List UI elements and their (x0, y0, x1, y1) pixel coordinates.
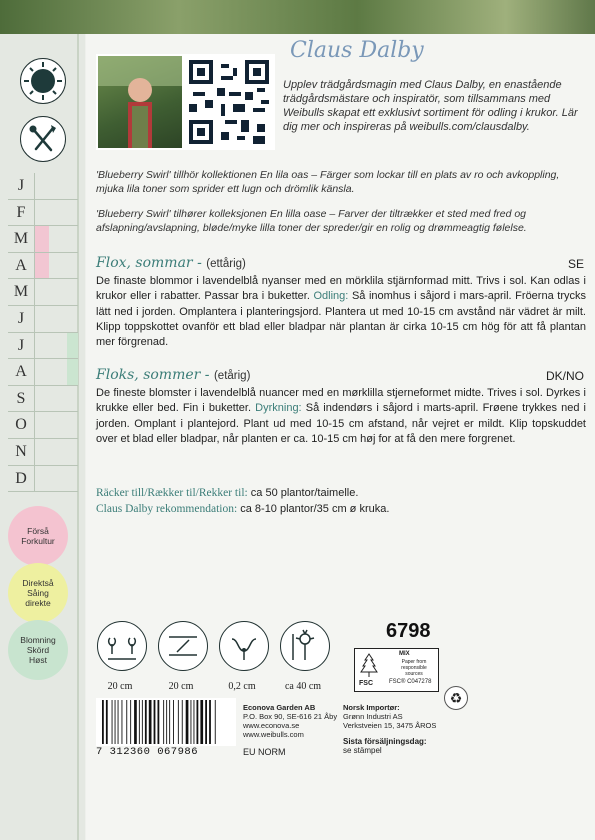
title-se: Flox, sommar - (96, 255, 202, 271)
barcode-bar (186, 700, 189, 744)
recommendation-line (96, 502, 586, 517)
importer-name: Grønn Industri AS (343, 712, 403, 721)
company-web-1: www.econova.se (243, 721, 300, 730)
calendar-direct-cell (51, 279, 65, 305)
sales-date-label: Sista försäljningsdag: (343, 737, 427, 746)
recommendation-value: ca 8-10 plantor/35 cm ø kruka. (240, 503, 390, 515)
badge-line: Förså (27, 526, 49, 536)
badge-line: Skörd (26, 645, 50, 655)
calendar-month-row (8, 333, 78, 360)
calendar-month-letter: A (8, 359, 35, 385)
barcode-bar (112, 700, 113, 744)
barcode-bar (142, 700, 143, 744)
heading-se (96, 255, 584, 271)
calendar-bloom-cell (67, 306, 78, 332)
qr-code[interactable] (183, 54, 275, 150)
collection-text-se: 'Blueberry Swirl' tillhör kollektionen En lila oas – Färger som lockar till en plats av ro och avkoppling, mjuka lila toner som sprider ett lugn och drömlik känsla. (96, 169, 560, 195)
calendar-month-row (8, 439, 78, 466)
barcode-bar (149, 700, 152, 744)
sowing-calendar (8, 173, 78, 492)
calendar-direct-cell (51, 466, 65, 492)
calendar-month-letter: O (8, 412, 35, 438)
calendar-indoor-cell (35, 386, 49, 412)
calendar-month-row (8, 173, 78, 200)
calendar-month-letter: J (8, 306, 35, 332)
badge-sow-direct (8, 563, 68, 623)
fsc-line2: responsible sources (401, 665, 427, 677)
title-dk: Floks, sommer - (96, 367, 210, 383)
calendar-bloom-cell (67, 412, 78, 438)
barcode-bar (173, 700, 174, 744)
barcode-bar (154, 700, 156, 744)
calendar-indoor-cell (35, 359, 49, 385)
barcode-bar (205, 700, 207, 744)
fsc-logo-text: FSC (359, 680, 373, 687)
barcode-bar (126, 700, 127, 744)
plant-spacing-value: 20 cm (107, 681, 133, 692)
calendar-month-letter: D (8, 466, 35, 492)
calendar-month-row (8, 412, 78, 439)
calendar-direct-cell (51, 173, 65, 199)
barcode-bar (194, 700, 195, 744)
sowing-depth-value: 0,2 cm (228, 681, 256, 692)
calendar-indoor-cell (35, 439, 49, 465)
garden-tools-icon (20, 116, 66, 162)
calendar-month-row (8, 279, 78, 306)
barcode-bar (215, 700, 216, 744)
calendar-bloom-cell (67, 333, 78, 359)
calendar-indoor-cell (35, 226, 49, 252)
barcode-bar (163, 700, 164, 744)
calendar-direct-cell (51, 386, 65, 412)
calendar-direct-cell (51, 200, 65, 226)
signature: Claus Dalby (290, 38, 424, 63)
badge-line: Høst (29, 655, 47, 665)
row-spacing-icon (158, 621, 208, 671)
calendar-bloom-cell (67, 439, 78, 465)
calendar-indoor-cell (35, 466, 49, 492)
plant-spacing-icon (97, 621, 147, 671)
calendar-bloom-cell (67, 200, 78, 226)
importer-label: Norsk Importør: (343, 703, 400, 712)
collection-text-dk-no: 'Blueberry Swirl' tilhører kolleksjonen En lilla oase – Farver der tiltrækker et sted med fred og afslapning/avslapning, bløde/myke lilla toner der spreder/gir en rolig og drømmeagtig følelse. (96, 208, 527, 234)
fsc-code: FSC® C047278 (389, 679, 432, 685)
sales-date-value: se stämpel (343, 746, 382, 755)
description-dk-text: De fineste blomster i lavendelblå nuancer med en mørklilla stjerneformet midte. Trives i sol. Dyrkes i krukke eller bed. Fin i buketter. (96, 387, 586, 415)
importer-address: Verkstveien 15, 3475 ÅROS (343, 721, 437, 730)
calendar-month-letter: F (8, 200, 35, 226)
calendar-month-letter: M (8, 279, 35, 305)
calendar-direct-cell (51, 333, 65, 359)
calendar-month-row (8, 226, 78, 253)
barcode-bar (130, 700, 131, 744)
heading-dk (96, 367, 584, 383)
calendar-month-row (8, 253, 78, 280)
gardener-photo (96, 54, 184, 150)
calendar-direct-cell (51, 439, 65, 465)
sun-icon (20, 58, 66, 104)
barcode-bar (166, 700, 167, 744)
header-band (0, 0, 595, 34)
fsc-paper (393, 659, 435, 677)
calendar-month-row (8, 386, 78, 413)
badge-sow-indoors (8, 506, 68, 566)
barcode-bar (182, 700, 183, 744)
calendar-direct-cell (51, 226, 65, 252)
calendar-bloom-cell (67, 279, 78, 305)
cultivation-label-se: Odling: (313, 290, 349, 303)
barcode-bar (197, 700, 199, 744)
fsc-label (354, 648, 439, 692)
barcode-bar (209, 700, 211, 744)
yield-line (96, 486, 586, 501)
barcode-bar (169, 700, 170, 744)
barcode-bar (115, 700, 116, 744)
fsc-line1: Paper from (401, 659, 427, 665)
calendar-month-row (8, 466, 78, 493)
barcode-number: 7 312360 067986 (96, 746, 199, 758)
calendar-bloom-cell (67, 359, 78, 385)
barcode-bar (145, 700, 147, 744)
calendar-indoor-cell (35, 306, 49, 332)
badge-line: Såing (27, 588, 49, 598)
intro-text: Upplev trädgårdsmagin med Claus Dalby, en enastående trädgårdsmästare och inspiratör, som tillsammans med Weibulls skapat ett exklusivt sortiment för odling i krukor. Lär dig mer och inspireras på weibulls.com/clausdalby. (283, 79, 578, 133)
article-number: 6798 (386, 620, 431, 642)
calendar-month-row (8, 306, 78, 333)
calendar-month-letter: N (8, 439, 35, 465)
yield-value: ca 50 plantor/taimelle. (250, 487, 359, 499)
eu-norm: EU NORM (243, 747, 286, 757)
plant-height-icon (280, 621, 330, 671)
calendar-month-letter: J (8, 333, 35, 359)
recommendation-label: Claus Dalby rekommendation: (96, 503, 238, 515)
barcode-bar (106, 700, 108, 744)
badge-line: Forkultur (21, 536, 55, 546)
cultivation-se-text: Så inomhus i såjord i mars-april. Fröerna trycks lätt ned i jorden. Omplantera i planteringsjord. Plantera ut med 10-15 cm avstånd när vädret är milt. Klipp toppskottet ovanför ett blad eller bladpar när plantan är cirka 10-15 cm hög för att få plantan mer förgrenad. (96, 290, 586, 349)
badge-line: direkte (25, 598, 51, 608)
badge-line: Blomning (20, 635, 56, 645)
company-name: Econova Garden AB (243, 703, 316, 712)
subtitle-dk: (etårig) (213, 370, 251, 382)
plant-height-value: ca 40 cm (284, 681, 322, 692)
company-web-2: www.weibulls.com (243, 730, 304, 739)
calendar-month-row (8, 200, 78, 227)
calendar-indoor-cell (35, 253, 49, 279)
calendar-indoor-cell (35, 279, 49, 305)
barcode-bar (139, 700, 140, 744)
barcode-bar (118, 700, 119, 744)
calendar-month-letter: M (8, 226, 35, 252)
barcode-bar (191, 700, 192, 744)
fsc-mix: MIX (399, 651, 410, 657)
company-address: P.O. Box 90, SE-616 21 Åby (243, 712, 338, 721)
lang-dk: DK/NO (545, 369, 584, 383)
barcode-bar (200, 700, 203, 744)
barcode-bar (102, 700, 104, 744)
badge-line: Direktså (22, 578, 54, 588)
calendar-indoor-cell (35, 412, 49, 438)
barcode-bar (122, 700, 123, 744)
barcode-bar (158, 700, 160, 744)
calendar-direct-cell (51, 412, 65, 438)
calendar-indoor-cell (35, 173, 49, 199)
cultivation-label-dk: Dyrkning: (255, 402, 302, 415)
cultivation-dk-text: Så indendørs i såjord i marts-april. Frøene trykkes ned i jorden. Omplant i plantejord. Plant ud med 10-15 cm afstand, når vejret er mildt. Klip topskuddet over et blad eller bladpar, når planten er ca. 10-15 cm høj for at få den mere forgrenet. (96, 402, 586, 445)
yield-label: Räcker till/Rækker til/Rekker til: (96, 487, 248, 499)
subtitle-se: (ettårig) (206, 258, 246, 270)
company-info (243, 703, 337, 739)
recycle-icon: ♻ (444, 686, 468, 710)
calendar-month-letter: A (8, 253, 35, 279)
row-spacing-value: 20 cm (168, 681, 194, 692)
barcode (96, 698, 236, 746)
description-se-text: De finaste blommor i lavendelblå nyanser med en mörklila stjärnformad mitt. Trivs i sol. Kan odlas i krukor eller i rabatter. Passar bra i buketter. (96, 275, 586, 303)
barcode-bar (178, 700, 179, 744)
sales-date (343, 737, 427, 755)
calendar-bloom-cell (67, 466, 78, 492)
barcode-bar (134, 700, 137, 744)
lang-se: SE (567, 257, 584, 271)
calendar-direct-cell (51, 306, 65, 332)
calendar-direct-cell (51, 359, 65, 385)
calendar-bloom-cell (67, 386, 78, 412)
calendar-direct-cell (51, 253, 65, 279)
description-se (96, 274, 586, 350)
sowing-depth-icon (219, 621, 269, 671)
calendar-bloom-cell (67, 173, 78, 199)
importer-info (343, 703, 436, 730)
calendar-bloom-cell (67, 226, 78, 252)
calendar-month-row (8, 359, 78, 386)
calendar-month-letter: S (8, 386, 35, 412)
calendar-month-letter: J (8, 173, 35, 199)
calendar-indoor-cell (35, 333, 49, 359)
calendar-bloom-cell (67, 253, 78, 279)
description-dk (96, 386, 586, 447)
badge-bloom-harvest (8, 620, 68, 680)
calendar-indoor-cell (35, 200, 49, 226)
